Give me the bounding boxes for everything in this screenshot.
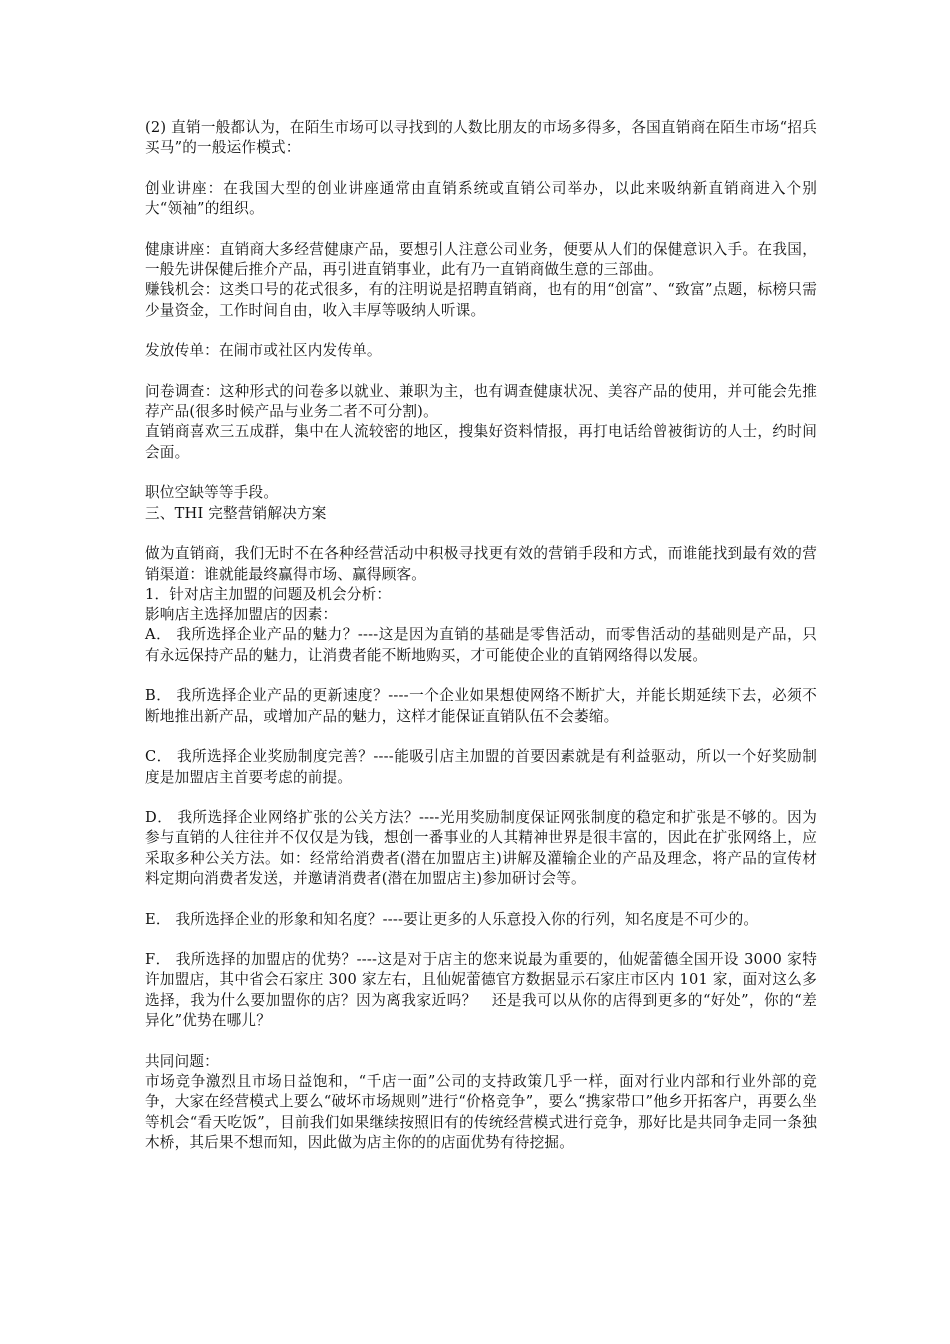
blank-line: [145, 219, 817, 239]
blank-line: [145, 727, 817, 747]
list-item: C． 我所选择企业奖励制度完善？----能吸引店主加盟的首要因素就是有利益驱动，所以一个好奖励制度是加盟店主首要考虑的前提。: [145, 748, 817, 786]
list-item: F． 我所选择的加盟店的优势？----这是对于店主的您来说最为重要的，仙妮蕾德全国开设 3000 家特许加盟店，其中省会石家庄 300 家左右，且仙妮蕾德官方数据显示石家庄市区内 101 家，面对这么多选择，我为什么要加盟你的店？因为离我家近吗？ 还是我可以从你的店得到更多的“好处”，你的“差异化”优势在哪儿？: [145, 951, 817, 1030]
list-item: B． 我所选择企业产品的更新速度？----一个企业如果想使网络不断扩大，并能长期延续下去，必须不断地推出新产品，或增加产品的魅力，这样才能保证直销队伍不会萎缩。: [145, 687, 817, 725]
paragraph: 影响店主选择加盟店的因素：: [145, 606, 338, 624]
blank-line: [145, 666, 817, 686]
paragraph: 赚钱机会：这类口号的花式很多，有的注明说是招聘直销商，也有的用“创富”、“致富”点题，标榜只需少量资金，工作时间自由，收入丰厚等吸纳人听课。: [145, 281, 817, 319]
paragraph: 共同问题：: [145, 1052, 219, 1070]
paragraph: 创业讲座：在我国大型的创业讲座通常由直销系统或直销公司举办，以此来吸纳新直销商进入个别大“领袖”的组织。: [145, 179, 817, 218]
list-item: A． 我所选择企业产品的魅力？----这是因为直销的基础是零售活动，而零售活动的基础则是产品，只有永远保持产品的魅力，让消费者能不断地购买，才可能使企业的直销网络得以发展。: [145, 626, 817, 664]
blank-line: [145, 788, 817, 808]
document-page: [145, 118, 817, 1153]
list-item: E． 我所选择企业的形象和知名度？----要让更多的人乐意投入你的行列，知名度是不可少的。: [145, 910, 759, 928]
paragraph: 市场竞争激烈且市场日益饱和，“千店一面”公司的支持政策几乎一样，面对行业内部和行业外部的竞争，大家在经营模式上要么“破坏市场规则”进行“价格竞争”，要么“携家带口”他乡开拓客户，再要么坐等机会“看天吃饭”，目前我们如果继续按照旧有的传统经营模式进行竞争，那好比是共同争走同一条独木桥，其后果不想而知，因此做为店主你的的店面优势有待挖掘。: [145, 1072, 817, 1151]
section-heading: 三、THI 完整营销解决方案: [145, 504, 327, 522]
paragraph: (2) 直销一般都认为，在陌生市场可以寻找到的人数比朋友的市场多得多，各国直销商在陌生市场“招兵买马”的一般运作模式：: [145, 119, 817, 157]
blank-line: [145, 321, 817, 341]
blank-line: [145, 930, 817, 950]
paragraph: 1．针对店主加盟的问题及机会分析：: [145, 585, 392, 603]
paragraph: 健康讲座：直销商大多经营健康产品，要想引人注意公司业务，便要从人们的保健意识入手。在我国，一般先讲保健后推介产品，再引进直销事业，此有乃一直销商做生意的三部曲。: [145, 240, 817, 279]
blank-line: [145, 524, 817, 544]
paragraph: 直销商喜欢三五成群，集中在人流较密的地区，搜集好资料情报，再打电话给曾被街访的人士，约时间会面。: [145, 423, 817, 461]
list-item: D． 我所选择企业网络扩张的公关方法？----光用奖励制度保证网张制度的稳定和扩张是不够的。因为参与直销的人往往并不仅仅是为钱，想创一番事业的人其精神世界是很丰富的，因此在扩张网络上，应采取多种公关方法。如：经常给消费者(潜在加盟店主)讲解及灌输企业的产品及理念，将产品的宣传材料定期向消费者发送，并邀请消费者(潜在加盟店主)参加研讨会等。: [145, 809, 817, 887]
paragraph: 问卷调查：这种形式的问卷多以就业、兼职为主，也有调查健康状况、美容产品的使用，并可能会先推荐产品(很多时候产品与业务二者不可分割)。: [145, 382, 817, 421]
blank-line: [145, 889, 817, 909]
paragraph: 职位空缺等等手段。: [145, 484, 279, 502]
blank-line: [145, 159, 817, 179]
blank-line: [145, 463, 817, 483]
paragraph: 做为直销商，我们无时不在各种经营活动中积极寻找更有效的营销手段和方式，而谁能找到最有效的营销渠道：谁就能最终赢得市场、赢得顾客。: [145, 545, 817, 583]
blank-line: [145, 1031, 817, 1051]
paragraph: 发放传单：在闹市或社区内发传单。: [145, 342, 382, 360]
blank-line: [145, 362, 817, 382]
